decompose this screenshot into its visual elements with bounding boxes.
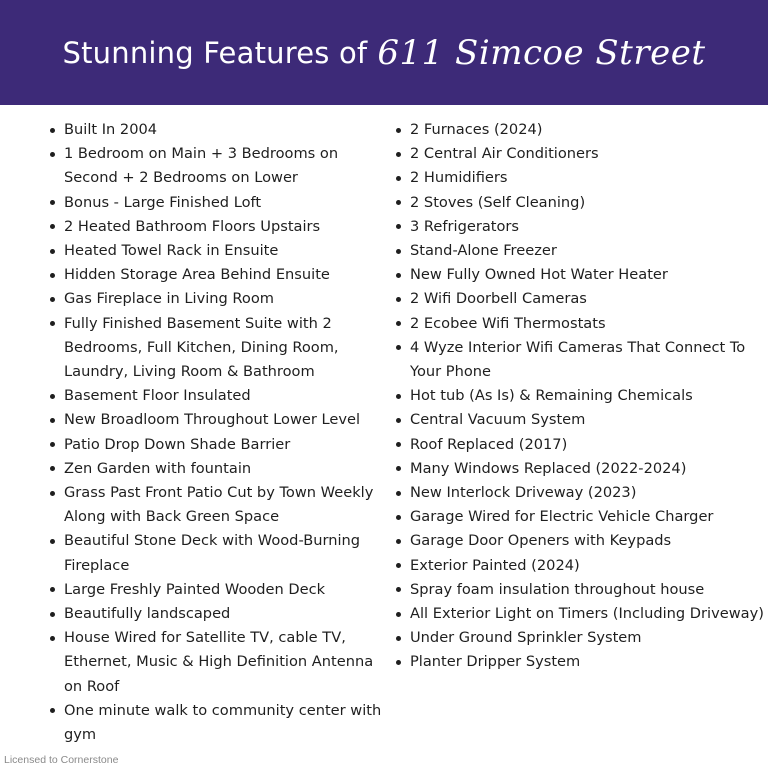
feature-item: 2 Furnaces (2024): [396, 118, 766, 142]
feature-item: Large Freshly Painted Wooden Deck: [50, 578, 390, 602]
feature-item: All Exterior Light on Timers (Including Driveway): [396, 602, 766, 626]
features-list-right: [396, 118, 766, 675]
feature-item: Gas Fireplace in Living Room: [50, 287, 390, 311]
feature-item: New Fully Owned Hot Water Heater: [396, 263, 766, 287]
feature-item: New Interlock Driveway (2023): [396, 481, 766, 505]
feature-item: 1 Bedroom on Main + 3 Bedrooms on Second + 2 Bedrooms on Lower: [50, 142, 390, 190]
feature-item: 2 Stoves (Self Cleaning): [396, 191, 766, 215]
title-banner: [0, 0, 768, 105]
feature-item: Beautifully landscaped: [50, 602, 390, 626]
feature-item: 2 Heated Bathroom Floors Upstairs: [50, 215, 390, 239]
feature-item: Heated Towel Rack in Ensuite: [50, 239, 390, 263]
feature-item: Zen Garden with fountain: [50, 457, 390, 481]
feature-item: Garage Wired for Electric Vehicle Charger: [396, 505, 766, 529]
feature-item: Under Ground Sprinkler System: [396, 626, 766, 650]
feature-item: New Broadloom Throughout Lower Level: [50, 408, 390, 432]
feature-item: Fully Finished Basement Suite with 2 Bedrooms, Full Kitchen, Dining Room, Laundry, Living Room & Bathroom: [50, 312, 390, 385]
feature-item: Many Windows Replaced (2022-2024): [396, 457, 766, 481]
feature-item: Bonus - Large Finished Loft: [50, 191, 390, 215]
feature-item: Spray foam insulation throughout house: [396, 578, 766, 602]
feature-item: Central Vacuum System: [396, 408, 766, 432]
feature-item: Planter Dripper System: [396, 650, 766, 674]
feature-item: 3 Refrigerators: [396, 215, 766, 239]
feature-item: 2 Wifi Doorbell Cameras: [396, 287, 766, 311]
feature-item: Roof Replaced (2017): [396, 433, 766, 457]
feature-item: Built In 2004: [50, 118, 390, 142]
license-watermark: Licensed to Cornerstone: [4, 754, 119, 766]
feature-item: House Wired for Satellite TV, cable TV, Ethernet, Music & High Definition Antenna on Roof: [50, 626, 390, 699]
title-address: 611 Simcoe Street: [377, 32, 706, 73]
feature-item: Stand-Alone Freezer: [396, 239, 766, 263]
features-list-left: [50, 118, 390, 747]
title-lead: Stunning Features of: [62, 35, 368, 70]
feature-item: 2 Ecobee Wifi Thermostats: [396, 312, 766, 336]
feature-item: 2 Humidifiers: [396, 166, 766, 190]
feature-item: Basement Floor Insulated: [50, 384, 390, 408]
feature-item: 4 Wyze Interior Wifi Cameras That Connect To Your Phone: [396, 336, 766, 384]
feature-item: Exterior Painted (2024): [396, 554, 766, 578]
feature-item: Hot tub (As Is) & Remaining Chemicals: [396, 384, 766, 408]
feature-item: One minute walk to community center with gym: [50, 699, 390, 747]
feature-item: Garage Door Openers with Keypads: [396, 529, 766, 553]
feature-item: Beautiful Stone Deck with Wood-Burning Fireplace: [50, 529, 390, 577]
feature-item: Grass Past Front Patio Cut by Town Weekly Along with Back Green Space: [50, 481, 390, 529]
feature-item: Hidden Storage Area Behind Ensuite: [50, 263, 390, 287]
feature-item: Patio Drop Down Shade Barrier: [50, 433, 390, 457]
feature-item: 2 Central Air Conditioners: [396, 142, 766, 166]
